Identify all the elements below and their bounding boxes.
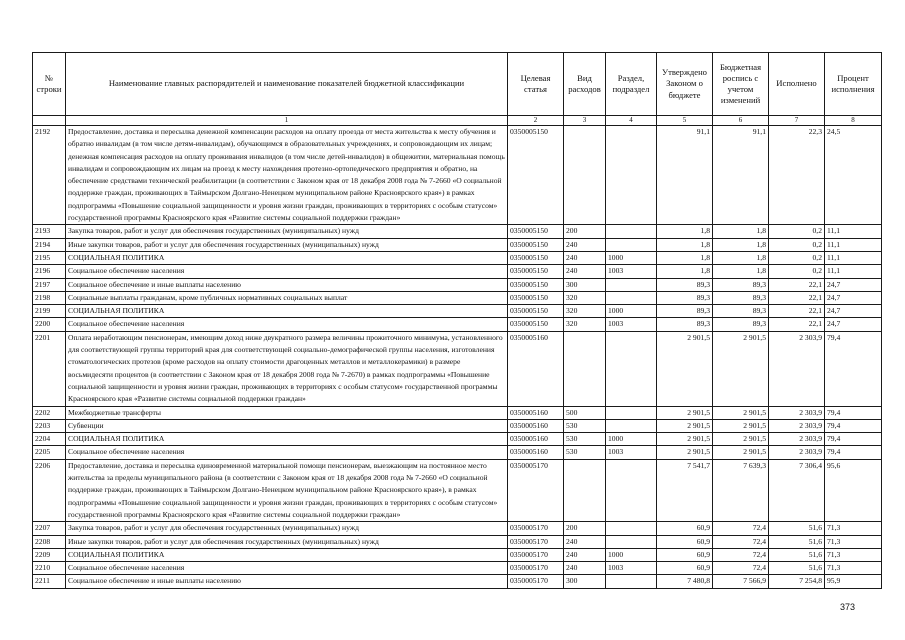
cell-percent: 79,4 [825, 433, 882, 446]
cell-target-article: 0350005150 [508, 126, 564, 225]
cell-expense-type: 320 [564, 291, 606, 304]
cell-row-number: 2194 [33, 238, 66, 251]
cell-executed: 0,2 [769, 265, 825, 278]
cell-approved: 89,3 [657, 291, 713, 304]
cell-expense-type: 240 [564, 251, 606, 264]
table-row [33, 575, 882, 588]
cell-approved: 89,3 [657, 278, 713, 291]
cell-row-number: 2206 [33, 459, 66, 521]
cell-expense-type: 530 [564, 433, 606, 446]
cell-approved: 1,8 [657, 251, 713, 264]
cell-target-article: 0350005150 [508, 265, 564, 278]
table-row [33, 406, 882, 419]
cell-row-number: 2192 [33, 126, 66, 225]
cell-name: СОЦИАЛЬНАЯ ПОЛИТИКА [66, 251, 508, 264]
cell-executed: 51,6 [769, 522, 825, 535]
cell-row-number: 2199 [33, 305, 66, 318]
cell-schedule: 2 901,5 [713, 406, 769, 419]
cell-name: СОЦИАЛЬНАЯ ПОЛИТИКА [66, 548, 508, 561]
cell-row-number: 2201 [33, 331, 66, 406]
cell-row-number: 2193 [33, 225, 66, 238]
cell-target-article: 0350005150 [508, 291, 564, 304]
cell-schedule: 2 901,5 [713, 433, 769, 446]
cell-expense-type: 300 [564, 278, 606, 291]
cell-expense-type: 320 [564, 305, 606, 318]
cell-target-article: 0350005160 [508, 331, 564, 406]
table-row [33, 548, 882, 561]
cell-executed: 0,2 [769, 225, 825, 238]
cell-expense-type: 200 [564, 522, 606, 535]
cell-executed: 51,6 [769, 562, 825, 575]
column-number: 5 [657, 116, 713, 126]
cell-name: Закупка товаров, работ и услуг для обеспечения государственных (муниципальных) нужд [66, 225, 508, 238]
header-approved: Утверждено Законом о бюджете [657, 53, 713, 116]
cell-expense-type: 240 [564, 238, 606, 251]
cell-name: Предоставление, доставка и пересылка единовременной материальной помощи пенсионерам, выезжающим на постоянное место жительства за пределы муниципального района (в соответствии с Законом края от 18 декабря 2008 года № 7-2660 «О социальной поддержке граждан, проживающих в Таймырском Долгано-Ненецком муниципальном районе Красноярского края»), в рамках подпрограммы «Повышение социальной защищенности и уровня жизни граждан, проживающих в территориях с особым статусом» государственной программы Красноярского края «Развитие системы социальной поддержки граждан» [66, 459, 508, 521]
cell-row-number: 2208 [33, 535, 66, 548]
cell-percent: 79,4 [825, 331, 882, 406]
cell-schedule: 1,8 [713, 238, 769, 251]
cell-target-article: 0350005170 [508, 459, 564, 521]
cell-executed: 22,1 [769, 278, 825, 291]
cell-schedule: 2 901,5 [713, 419, 769, 432]
cell-executed: 7 254,8 [769, 575, 825, 588]
cell-section [606, 225, 657, 238]
cell-percent: 24,7 [825, 278, 882, 291]
cell-executed: 0,2 [769, 251, 825, 264]
cell-executed: 2 303,9 [769, 446, 825, 459]
cell-percent: 79,4 [825, 419, 882, 432]
cell-expense-type: 530 [564, 446, 606, 459]
cell-approved: 1,8 [657, 238, 713, 251]
cell-percent: 95,6 [825, 459, 882, 521]
cell-section [606, 522, 657, 535]
cell-approved: 89,3 [657, 318, 713, 331]
cell-expense-type: 320 [564, 318, 606, 331]
cell-name: Субвенции [66, 419, 508, 432]
cell-name: Социальное обеспечение населения [66, 318, 508, 331]
cell-section [606, 126, 657, 225]
cell-percent: 79,4 [825, 446, 882, 459]
cell-schedule: 72,4 [713, 535, 769, 548]
budget-table [32, 52, 882, 589]
cell-schedule: 72,4 [713, 522, 769, 535]
cell-name: Межбюджетные трансферты [66, 406, 508, 419]
table-row [33, 126, 882, 225]
cell-expense-type: 240 [564, 535, 606, 548]
cell-row-number: 2203 [33, 419, 66, 432]
cell-section: 1000 [606, 433, 657, 446]
cell-executed: 0,2 [769, 238, 825, 251]
cell-row-number: 2209 [33, 548, 66, 561]
table-row [33, 522, 882, 535]
header-schedule: Бюджетная роспись с учетом изменений [713, 53, 769, 116]
cell-name: Закупка товаров, работ и услуг для обеспечения государственных (муниципальных) нужд [66, 522, 508, 535]
cell-schedule: 7 639,3 [713, 459, 769, 521]
cell-expense-type: 500 [564, 406, 606, 419]
cell-schedule: 72,4 [713, 562, 769, 575]
cell-percent: 71,3 [825, 522, 882, 535]
cell-name: СОЦИАЛЬНАЯ ПОЛИТИКА [66, 433, 508, 446]
cell-section: 1000 [606, 305, 657, 318]
cell-approved: 2 901,5 [657, 433, 713, 446]
cell-executed: 51,6 [769, 548, 825, 561]
cell-target-article: 0350005150 [508, 225, 564, 238]
cell-schedule: 89,3 [713, 318, 769, 331]
cell-expense-type: 240 [564, 265, 606, 278]
cell-percent: 95,9 [825, 575, 882, 588]
cell-target-article: 0350005160 [508, 406, 564, 419]
cell-approved: 1,8 [657, 265, 713, 278]
cell-approved: 91,1 [657, 126, 713, 225]
table-row [33, 305, 882, 318]
cell-section [606, 331, 657, 406]
cell-name: Социальное обеспечение и иные выплаты населению [66, 278, 508, 291]
column-number: 8 [825, 116, 882, 126]
table-row [33, 251, 882, 264]
cell-schedule: 7 566,9 [713, 575, 769, 588]
header-row [33, 53, 882, 116]
header-target-article: Целевая статья [508, 53, 564, 116]
cell-schedule: 1,8 [713, 251, 769, 264]
cell-expense-type: 300 [564, 575, 606, 588]
cell-percent: 71,3 [825, 535, 882, 548]
cell-section [606, 459, 657, 521]
table-row [33, 446, 882, 459]
header-section: Раздел, подраздел [606, 53, 657, 116]
cell-row-number: 2196 [33, 265, 66, 278]
table-row [33, 535, 882, 548]
cell-percent: 11,1 [825, 265, 882, 278]
cell-row-number: 2207 [33, 522, 66, 535]
cell-section [606, 238, 657, 251]
cell-target-article: 0350005160 [508, 446, 564, 459]
cell-expense-type [564, 126, 606, 225]
table-row [33, 562, 882, 575]
table-row [33, 225, 882, 238]
cell-schedule: 2 901,5 [713, 446, 769, 459]
cell-approved: 2 901,5 [657, 419, 713, 432]
table-row [33, 459, 882, 521]
cell-approved: 60,9 [657, 562, 713, 575]
column-number: 3 [564, 116, 606, 126]
cell-schedule: 1,8 [713, 225, 769, 238]
cell-row-number: 2197 [33, 278, 66, 291]
cell-section [606, 419, 657, 432]
cell-section [606, 575, 657, 588]
cell-expense-type [564, 459, 606, 521]
cell-percent: 11,1 [825, 225, 882, 238]
table-row [33, 318, 882, 331]
cell-name: Социальные выплаты гражданам, кроме публичных нормативных социальных выплат [66, 291, 508, 304]
cell-percent: 24,7 [825, 305, 882, 318]
cell-name: Иные закупки товаров, работ и услуг для обеспечения государственных (муниципальных) нужд [66, 238, 508, 251]
cell-section [606, 278, 657, 291]
cell-approved: 60,9 [657, 522, 713, 535]
cell-executed: 2 303,9 [769, 419, 825, 432]
header-expense-type: Вид расходов [564, 53, 606, 116]
cell-name: Оплата неработающим пенсионерам, имеющим доход ниже двукратного размера величины прожиточного минимума, установленного для соответствующей группы территорий края для соответствующей социально-демографической группы населения, изготовления стоматологических протезов (кроме расходов на оплату стоимости драгоценных металлов и металлокерамики) в размере восьмидесяти процентов (в соответствии с Законом края от 18 декабря 2008 года № 7-2670) в рамках подпрограммы «Повышение социальной защищенности и уровня жизни граждан, проживающих в территориях с особым статусом» государственной программы Красноярского края «Развитие системы социальной поддержки граждан» [66, 331, 508, 406]
table-row [33, 291, 882, 304]
cell-executed: 22,1 [769, 305, 825, 318]
cell-name: Социальное обеспечение населения [66, 265, 508, 278]
column-number: 4 [606, 116, 657, 126]
cell-percent: 71,3 [825, 548, 882, 561]
cell-schedule: 2 901,5 [713, 331, 769, 406]
cell-target-article: 0350005170 [508, 522, 564, 535]
cell-name: Социальное обеспечение населения [66, 562, 508, 575]
header-percent: Процент исполнения [825, 53, 882, 116]
cell-target-article: 0350005170 [508, 548, 564, 561]
cell-target-article: 0350005160 [508, 419, 564, 432]
table-row [33, 419, 882, 432]
budget-report-page [32, 52, 881, 589]
cell-target-article: 0350005150 [508, 305, 564, 318]
cell-executed: 51,6 [769, 535, 825, 548]
column-number-blank [33, 116, 66, 126]
cell-section: 1000 [606, 548, 657, 561]
cell-section: 1003 [606, 562, 657, 575]
cell-approved: 7 480,8 [657, 575, 713, 588]
cell-executed: 22,1 [769, 291, 825, 304]
cell-section: 1000 [606, 251, 657, 264]
cell-target-article: 0350005150 [508, 251, 564, 264]
column-number: 1 [66, 116, 508, 126]
cell-percent: 11,1 [825, 238, 882, 251]
table-row [33, 238, 882, 251]
cell-executed: 2 303,9 [769, 331, 825, 406]
cell-executed: 22,1 [769, 318, 825, 331]
cell-expense-type: 200 [564, 225, 606, 238]
table-row [33, 265, 882, 278]
cell-schedule: 89,3 [713, 305, 769, 318]
cell-name: Предоставление, доставка и пересылка денежной компенсации расходов на оплату проезда от места жительства к месту обучения и обратно инвалидам (в том числе детям-инвалидам), обучающимся в образовательных учреждениях, и сопровождающим их лицам; денежная компенсация расходов на оплату проживания инвалидов (в том числе детей-инвалидов) в общежитии, материальная помощь инвалидам и сопровождающим их лицам на проезд к месту нахождения протезно-ортопедического предприятия и обратно, на обеспечение средствами технической реабилитации (в соответствии с Законом края от 18 декабря 2008 года № 7-2660 «О социальной поддержке граждан, проживающих в Таймырском Долгано-Ненецком муниципальном районе Красноярского края») в рамках подпрограммы «Повышение социальной защищенности и уровня жизни граждан, проживающих в территориях с особым статусом» государственной программы Красноярского края «Развитие системы социальной поддержки граждан» [66, 126, 508, 225]
cell-schedule: 89,3 [713, 278, 769, 291]
cell-expense-type: 240 [564, 562, 606, 575]
cell-executed: 2 303,9 [769, 433, 825, 446]
cell-schedule: 89,3 [713, 291, 769, 304]
column-number: 7 [769, 116, 825, 126]
column-number: 6 [713, 116, 769, 126]
cell-approved: 89,3 [657, 305, 713, 318]
column-number-row [33, 116, 882, 126]
cell-row-number: 2200 [33, 318, 66, 331]
table-row [33, 331, 882, 406]
cell-expense-type: 240 [564, 548, 606, 561]
cell-section: 1003 [606, 446, 657, 459]
cell-section [606, 406, 657, 419]
cell-name: СОЦИАЛЬНАЯ ПОЛИТИКА [66, 305, 508, 318]
header-executed: Исполнено [769, 53, 825, 116]
cell-row-number: 2198 [33, 291, 66, 304]
cell-approved: 2 901,5 [657, 446, 713, 459]
cell-target-article: 0350005170 [508, 562, 564, 575]
cell-target-article: 0350005150 [508, 318, 564, 331]
cell-row-number: 2204 [33, 433, 66, 446]
cell-percent: 24,7 [825, 318, 882, 331]
cell-approved: 2 901,5 [657, 331, 713, 406]
cell-name: Иные закупки товаров, работ и услуг для обеспечения государственных (муниципальных) нужд [66, 535, 508, 548]
cell-target-article: 0350005170 [508, 575, 564, 588]
page-number: 373 [840, 602, 856, 612]
cell-target-article: 0350005150 [508, 238, 564, 251]
cell-row-number: 2210 [33, 562, 66, 575]
cell-section: 1003 [606, 318, 657, 331]
cell-executed: 22,3 [769, 126, 825, 225]
cell-schedule: 1,8 [713, 265, 769, 278]
cell-target-article: 0350005150 [508, 278, 564, 291]
cell-name: Социальное обеспечение населения [66, 446, 508, 459]
cell-row-number: 2202 [33, 406, 66, 419]
table-row [33, 433, 882, 446]
cell-expense-type [564, 331, 606, 406]
cell-section: 1003 [606, 265, 657, 278]
cell-approved: 2 901,5 [657, 406, 713, 419]
cell-schedule: 72,4 [713, 548, 769, 561]
cell-section [606, 535, 657, 548]
cell-percent: 79,4 [825, 406, 882, 419]
cell-expense-type: 530 [564, 419, 606, 432]
cell-executed: 2 303,9 [769, 406, 825, 419]
cell-schedule: 91,1 [713, 126, 769, 225]
cell-approved: 1,8 [657, 225, 713, 238]
cell-row-number: 2211 [33, 575, 66, 588]
column-number: 2 [508, 116, 564, 126]
cell-target-article: 0350005160 [508, 433, 564, 446]
cell-name: Социальное обеспечение и иные выплаты населению [66, 575, 508, 588]
header-row-number: № строки [33, 53, 66, 116]
cell-percent: 11,1 [825, 251, 882, 264]
cell-approved: 7 541,7 [657, 459, 713, 521]
table-body [33, 116, 882, 589]
cell-row-number: 2195 [33, 251, 66, 264]
cell-percent: 71,3 [825, 562, 882, 575]
cell-row-number: 2205 [33, 446, 66, 459]
cell-executed: 7 306,4 [769, 459, 825, 521]
cell-section [606, 291, 657, 304]
cell-percent: 24,7 [825, 291, 882, 304]
header-name: Наименование главных распорядителей и наименование показателей бюджетной классификации [66, 53, 508, 116]
cell-approved: 60,9 [657, 548, 713, 561]
table-row [33, 278, 882, 291]
cell-percent: 24,5 [825, 126, 882, 225]
cell-target-article: 0350005170 [508, 535, 564, 548]
cell-approved: 60,9 [657, 535, 713, 548]
